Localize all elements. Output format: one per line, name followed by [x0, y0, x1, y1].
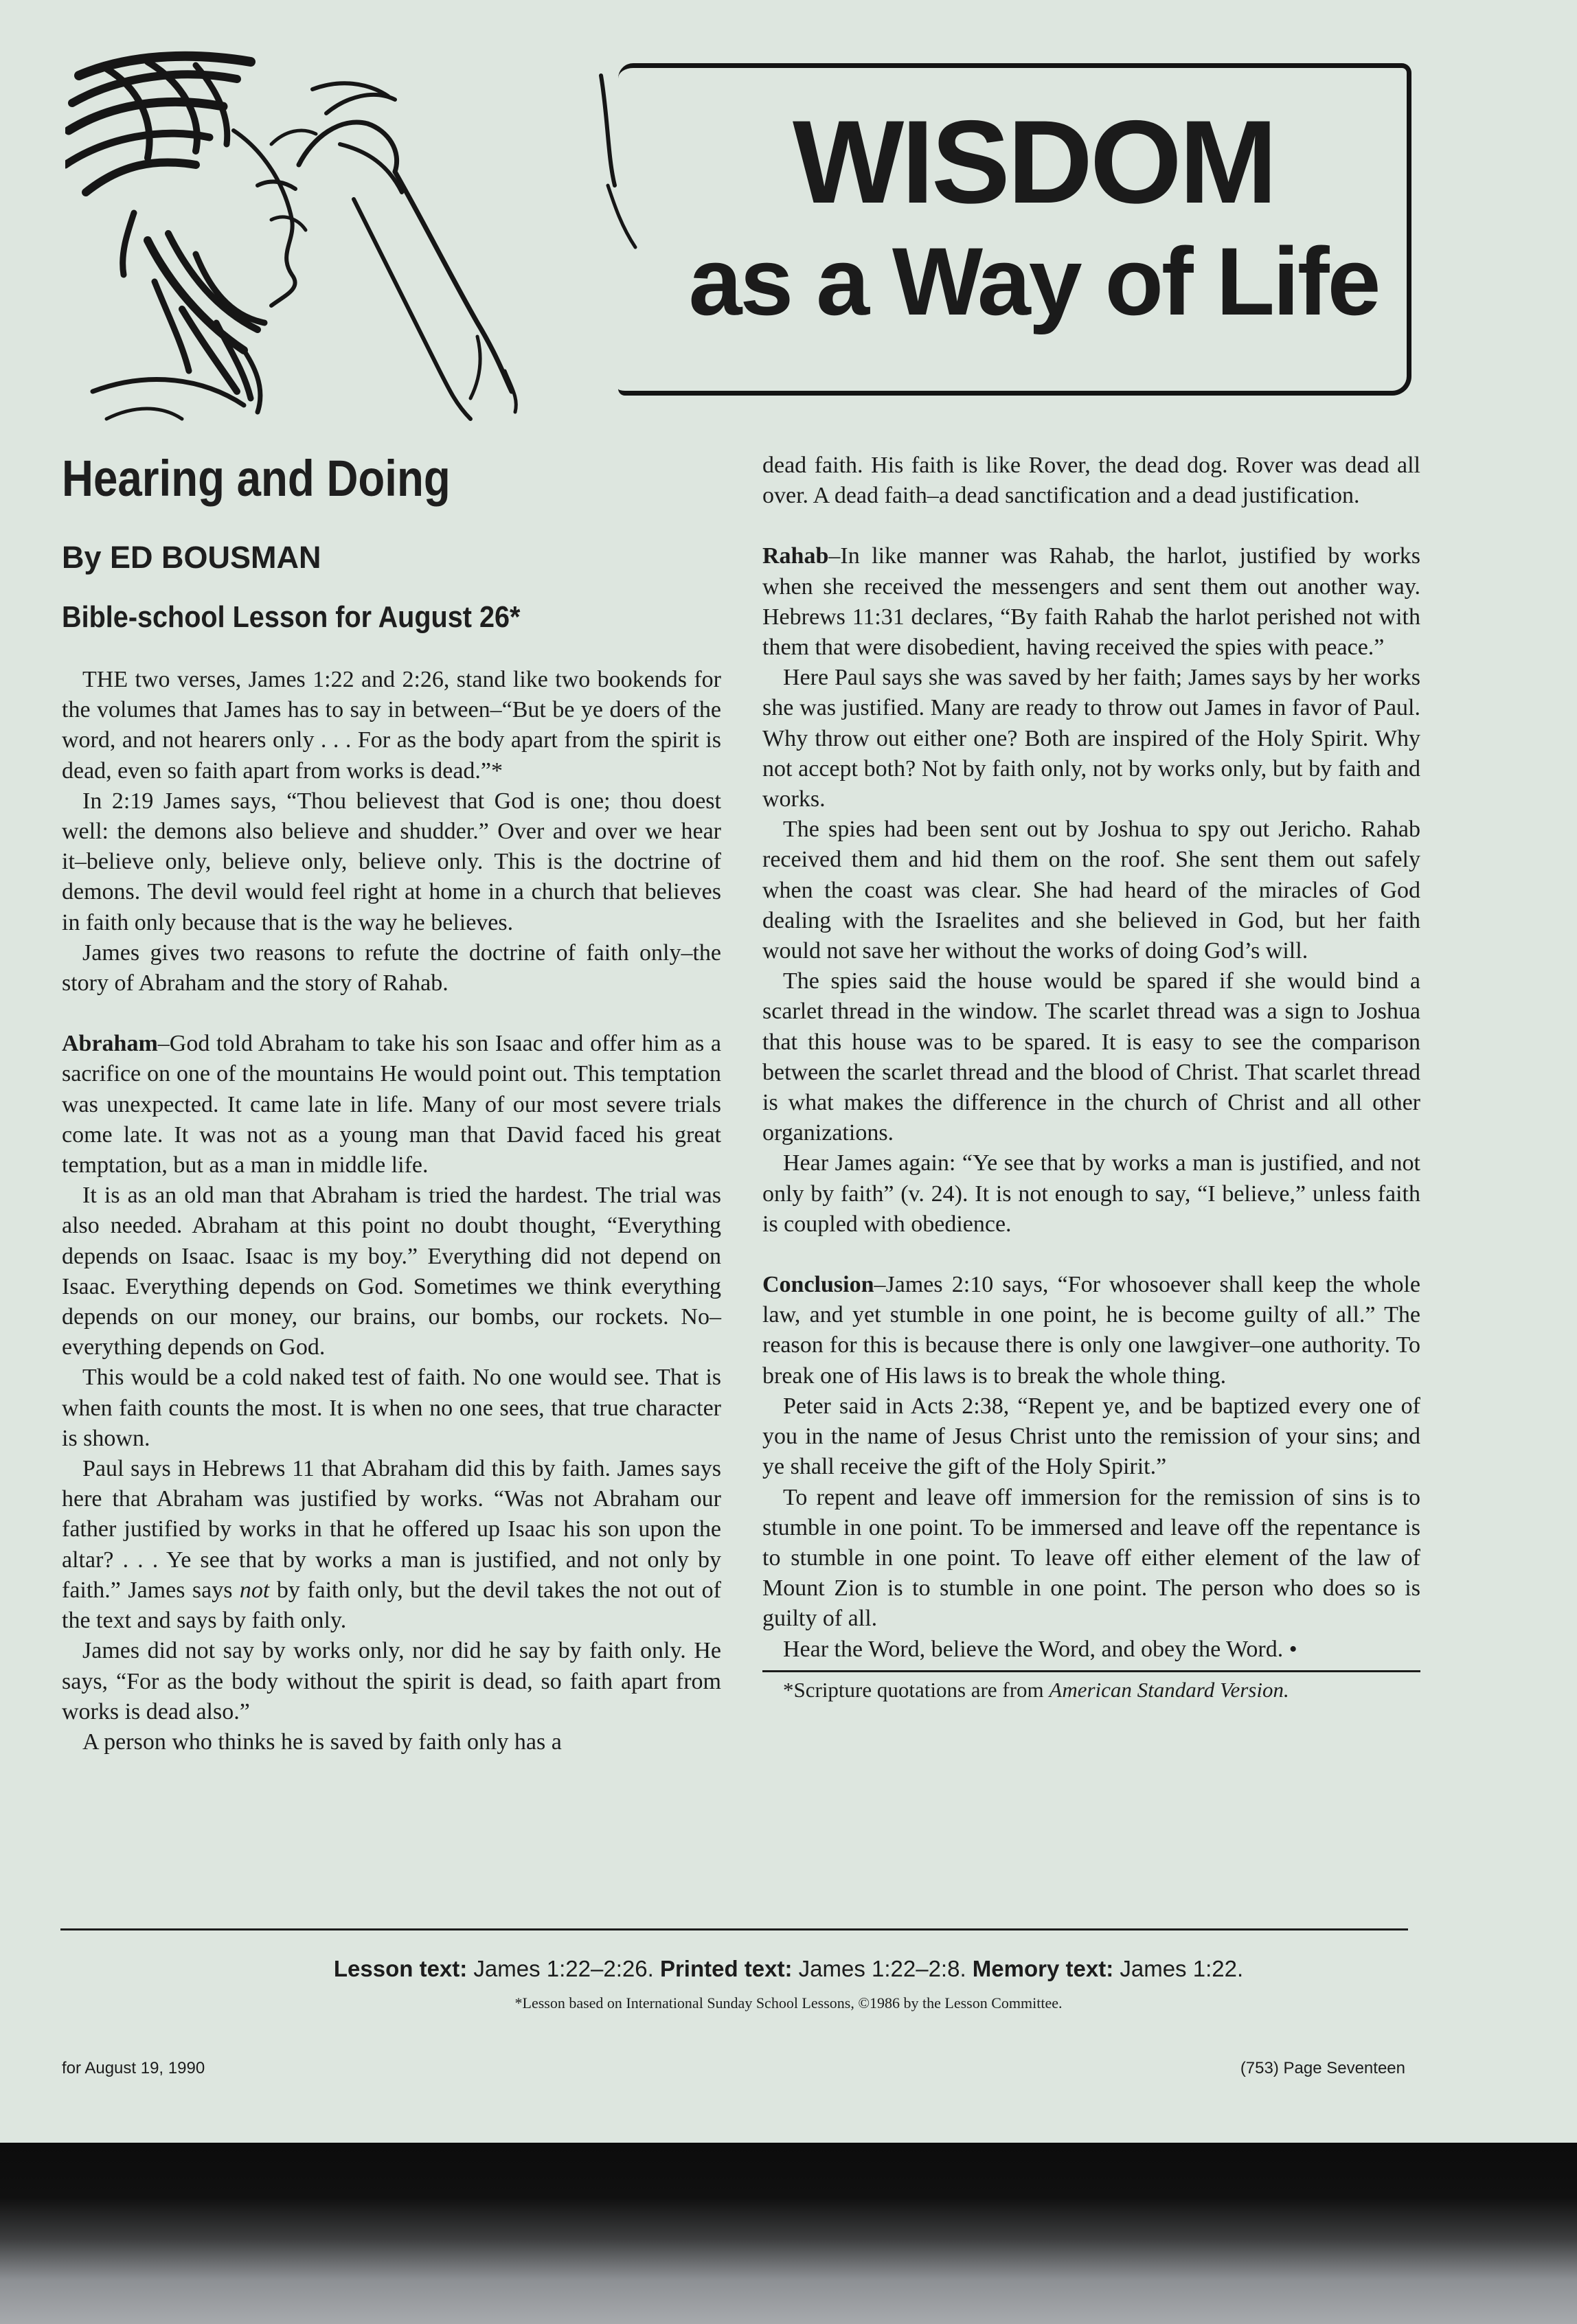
issue-date: for August 19, 1990 — [62, 2059, 205, 2077]
paragraph: Here Paul says she was saved by her faith; James says by her works she was justified. Many are ready to throw out James in favor of Paul. Why throw out either one? Both are inspired of the Holy Spirit. Why not accept both? Not by faith only, not by works only, but by faith and works. — [762, 665, 1420, 812]
divider — [60, 1928, 1408, 1930]
paragraph: Peter said in Acts 2:38, “Repent ye, and be baptized every one of you in the name of Jesus Christ unto the remission of your sins; and ye shall receive the gift of the Holy Spirit.” — [762, 1393, 1420, 1480]
paragraph: James gives two reasons to refute the doctrine of faith only–the story of Abraham and the story of Rahab. — [62, 939, 721, 996]
paragraph: A person who thinks he is saved by faith only has a — [82, 1729, 562, 1755]
paragraph: It is as an old man that Abraham is tried the hardest. The trial was also needed. Abraham at this point no doubt thought, “Everything depends on Isaac. Isaac is my boy.” Everything did not depend on Isaac. Everything depends on God. Sometimes we think everything depends on our money, our brains, our bombs, our rockets. No–everything depends on God. — [62, 1183, 721, 1360]
paragraph: Paul says in Hebrews 11 that Abraham did this by faith. James says here that Abraham was justified by works. “Was not Abraham our father justified by works in that he offered up Isaac his son upon the altar? . . . Ye see that by works a man is justified, and not only by faith.” James says not by faith only, but the devil takes the not out of the text and says by faith only. — [62, 1456, 722, 1634]
byline: By ED BOUSMAN — [62, 540, 321, 575]
praying-man-illustration — [65, 48, 683, 446]
paragraph: THE two verses, James 1:22 and 2:26, stand like two bookends for the volumes that James has to say in between–“But be ye doers of the word, and not hearers only . . . For as the body apart from the spirit is dead, even so faith apart from works is dead.”* — [62, 667, 721, 784]
paragraph: This would be a cold naked test of faith. No one would see. That is when faith counts the most. It is when no one sees, that true character is shown. — [62, 1365, 721, 1451]
left-column — [62, 665, 721, 1757]
lesson-copyright-note: *Lesson based on International Sunday School Lessons, ©1986 by the Lesson Committee. — [514, 1994, 1063, 2012]
section-subtitle: as a Way of Life — [688, 227, 1379, 335]
paragraph: The spies said the house would be spared if she would bind a scarlet thread in the window. The scarlet thread was a sign to Joshua that this house was to be spared. It is easy to see the comparison between the scarlet thread and the blood of Christ. That scarlet thread is what makes the difference in the church of Christ and all other organizations. — [762, 968, 1420, 1146]
scripture-footnote: *Scripture quotations are from American Standard Version. — [762, 1670, 1420, 1704]
paragraph-abraham: Abraham–God told Abraham to take his son Isaac and offer him as a sacrifice on one of the mountains He would point out. This temptation was unexpected. It came late in life. Many of our most severe trials come late. It was not as a young man that David faced his great temptation, but as a man in middle life. — [62, 1031, 721, 1178]
article-title: Hearing and Doing — [62, 450, 451, 507]
subheading-conclusion: Conclusion — [762, 1272, 874, 1298]
paragraph: Hear the Word, believe the Word, and obey the Word. • — [783, 1636, 1297, 1662]
paragraph: The spies had been sent out by Joshua to spy out Jericho. Rahab received them and hid them on the roof. She sent them out safely when the coast was clear. She had heard of the miracles of God dealing with the Israelites and she believed in God, but her faith would not save her without the works of doing God’s will. — [762, 817, 1420, 964]
paragraph: In 2:19 James says, “Thou believest that God is one; thou doest well: the demons also believe and shudder.” Over and over we hear it–believe only, believe only, believe only. This is the doctrine of demons. The devil would feel right at home in a church that believes in faith only because that is the way he believes. — [62, 788, 721, 935]
page-number: (753) Page Seventeen — [1240, 2059, 1405, 2077]
scan-background — [0, 2143, 1577, 2324]
lesson-text-line: Lesson text: James 1:22–2:26. Printed text: James 1:22–2:8. Memory text: James 1:22. — [333, 1956, 1244, 1981]
section-title: WISDOM — [792, 96, 1275, 228]
paragraph-rahab: Rahab–In like manner was Rahab, the harlot, justified by works when she received the messengers and sent them out another way. Hebrews 11:31 declares, “By faith Rahab the harlot perished not with them that were disobedient, having received the spies with peace.” — [762, 543, 1420, 661]
paragraph: Hear James again: “Ye see that by works a man is justified, and not only by faith” (v. 24). It is not enough to say, “I believe,” unless faith is coupled with obedience. — [762, 1150, 1420, 1237]
subheading-abraham: Abraham — [62, 1031, 158, 1057]
paragraph-conclusion: Conclusion–James 2:10 says, “For whosoever shall keep the whole law, and yet stumble in one point, he is become guilty of all.” The reason for this is because there is only one lawgiver–one authority. To break one of His laws is to break the whole thing. — [762, 1272, 1420, 1389]
paragraph: James did not say by works only, nor did he say by faith only. He says, “For as the body without the spirit is dead, so faith apart from works is dead also.” — [62, 1638, 721, 1724]
paragraph: To repent and leave off immersion for the remission of sins is to stumble in one point. To be immersed and leave off the repentance is to stumble in one point. To leave off either element of the law of Mount Zion is to stumble in one point. The person who does so is guilty of all. — [762, 1484, 1420, 1632]
lesson-date-heading: Bible-school Lesson for August 26* — [62, 600, 521, 634]
paragraph: dead faith. His faith is like Rover, the dead dog. Rover was dead all over. A dead faith–a dead sanctification and a dead justification. — [762, 453, 1420, 509]
right-column — [762, 451, 1420, 1704]
subheading-rahab: Rahab — [762, 543, 829, 569]
